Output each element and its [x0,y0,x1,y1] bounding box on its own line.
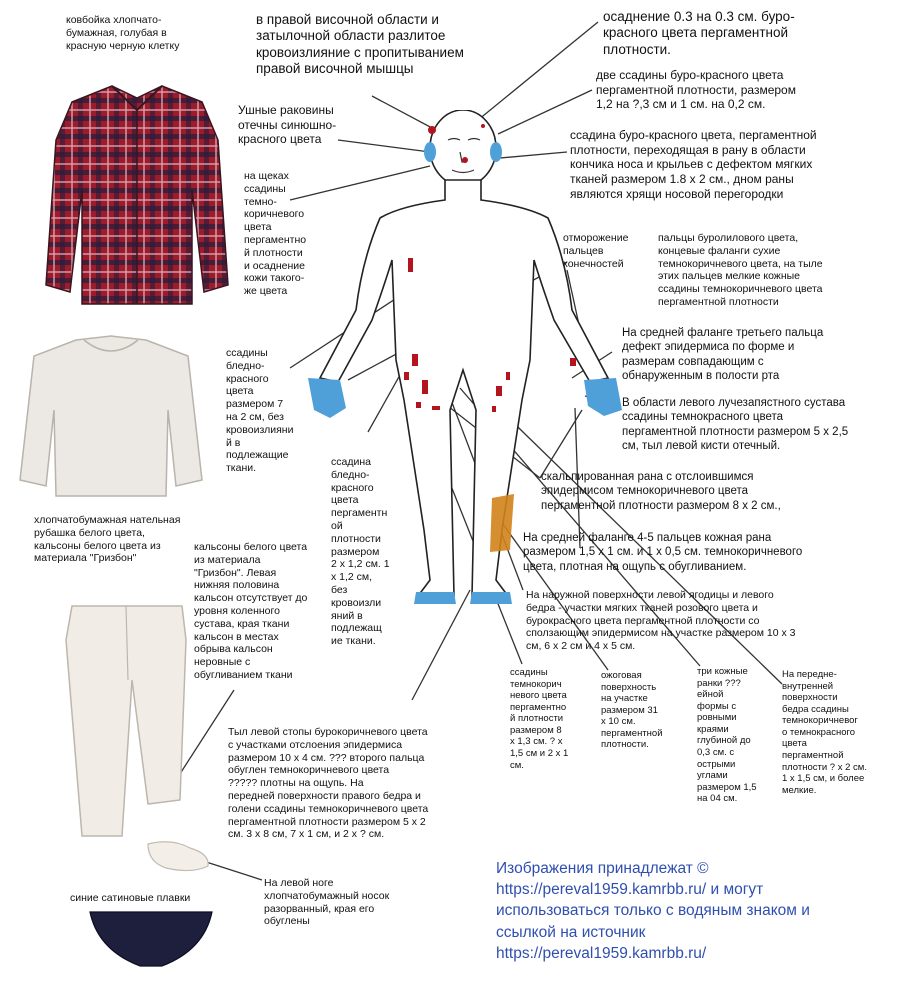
annotation-frostbite: отморожение пальцев конечностей [563,232,629,270]
annotation-buttock: На наружной поверхности левой ягодицы и левого бедра - участки мягких тканей розового цвета и бурокрасного цвета пергаментной плотности со сползающим эпидермисом на участке размером 10 х 3 см, 6 х 2 см и 4 х 5 см. [526,589,796,653]
annotation-nose-wound: ссадина буро-красного цвета, пергаментной плотности, переходящая в рану в области кончика носа и крыльев с дефектом мягких тканей размером 1.8 х 2 см., дном раны являются хрящи носовой перегородки [570,128,817,201]
annotation-abrasion-03: осаднение 0.3 на 0.3 см. буро- красного цвета пергаментной плотности. [603,9,795,57]
annotation-three-wounds: три кожные ранки ??? ейной формы с ровными краями глубиной до 0,3 см. с острыми углами размером 1,5 на 04 см. [697,666,757,805]
annotation-scalp-wound: скальпированная рана с отслоившимся эпидермисом темнокоричневого цвета пергаментной плотности размером 8 х 2 см., [541,471,781,512]
annotation-two-abrasions: две ссадины буро-красного цвета пергаментной плотности, размером 1,2 на ?,3 см и 1 см. на 0,2 см. [596,68,796,112]
annotation-pale-abrasion-2x1: ссадина бледно- красного цвета пергаментн ой плотности размером 2 х 1,2 см. 1 х 1,2 см, без кровоизли яний в подлежащ ие ткани. [331,456,390,648]
sock-image [142,836,212,876]
annotation-foot: Тыл левой стопы бурокоричневого цвета с участками отслоения эпидермиса размером 10 х 4 см. ??? второго пальца обуглен темнокоричневого цвета ????? плотны на ощупь. На передней поверхности правого бедра и голени ссадины темнокоричневого цвета пергаментной плотности размером 5 х 2 см. 3 х 8 см, 7 х 1 см, и 2 х ? см. [228,726,429,841]
annotation-burn: ожоговая поверхность на участке размером 31 х 10 см. пергаментной плотности. [601,670,663,751]
connector-line [412,590,470,700]
annotation-cheeks: на щеках ссадины темно- коричневого цвета пергаментно й плотности и осаднение кожи такого- же цвета [244,170,307,298]
annotation-sock: На левой ноге хлопчатобумажный носок разорванный, края его обуглены [264,877,390,928]
long-johns-image [62,600,192,840]
annotation-thigh-front: На передне- внутренней поверхности бедра ссадины темнокоричневог о темнокрасного цвета пергаментной плотности ? х 2 см. 1 х 1,5 см, и более мелкие. [782,669,867,796]
caption-briefs: синие сатиновые плавки [70,892,191,904]
annotation-ears: Ушные раковины отечны синюшно- красного цвета [238,103,337,147]
annotation-wrist: В области левого лучезапястного сустава ссадины темнокрасного цвета пергаментной плотности размером 5 х 2,5 см, тыл левой кисти отечный. [622,397,849,453]
copyright-watermark: Изображения принадлежат © https://pereval1959.kamrbb.ru/ и могут использоваться только с водяным знаком и ссылкой на источник https://pereval1959.kamrbb.ru/ [496,860,810,962]
caption-long-johns: кальсоны белого цвета из материала "Гризбон". Левая нижняя половина кальсон отсутствует до уровня коленного сустава, края ткани кальсон в местах обрыва кальсон неровные с обугливанием ткани [194,541,308,681]
plaid-shirt-image [42,80,232,308]
caption-undershirt: хлопчатобумажная нательная рубашка белого цвета, кальсоны белого цвета из материала "Гризбон" [34,514,181,565]
connector-line [478,22,598,120]
annotation-middle-finger: На средней фаланге третьего пальца дефект эпидермиса по форме и размерам совпадающим с обнаруженным в полости рта [622,327,824,383]
annotation-head-hemorrhage: в правой височной области и затылочной области разлитое кровоизлияние с пропитыванием правой височной мышцы [256,12,464,77]
undershirt-image [16,330,206,500]
briefs-image [86,908,216,970]
annotation-pale-abrasions-7x2: ссадины бледно- красного цвета размером 7 на 2 см, без кровоизлияни й в подлежащие ткани. [226,347,294,475]
caption-shirt: ковбойка хлопчато- бумажная, голубая в красную черную клетку [66,14,180,52]
annotation-small-abrasions: ссадины темнокорич невого цвета пергаментно й плотности размером 8 х 1,3 см. ? х 1,5 см и 2 х 1 см. [510,667,569,771]
annotation-fingers: пальцы буролилового цвета, концевые фаланги сухие темнокоричневого цвета, на тыле этих пальцев мелкие кожные ссадины темнокоричневого цвета пергаментной плотности [658,232,823,308]
annotation-fingers-4-5: На средней фаланге 4-5 пальцев кожная рана размером 1,5 х 1 см. и 1 х 0,5 см. темнокоричневого цвета, плотная на ощупь с обугливанием. [523,532,803,573]
